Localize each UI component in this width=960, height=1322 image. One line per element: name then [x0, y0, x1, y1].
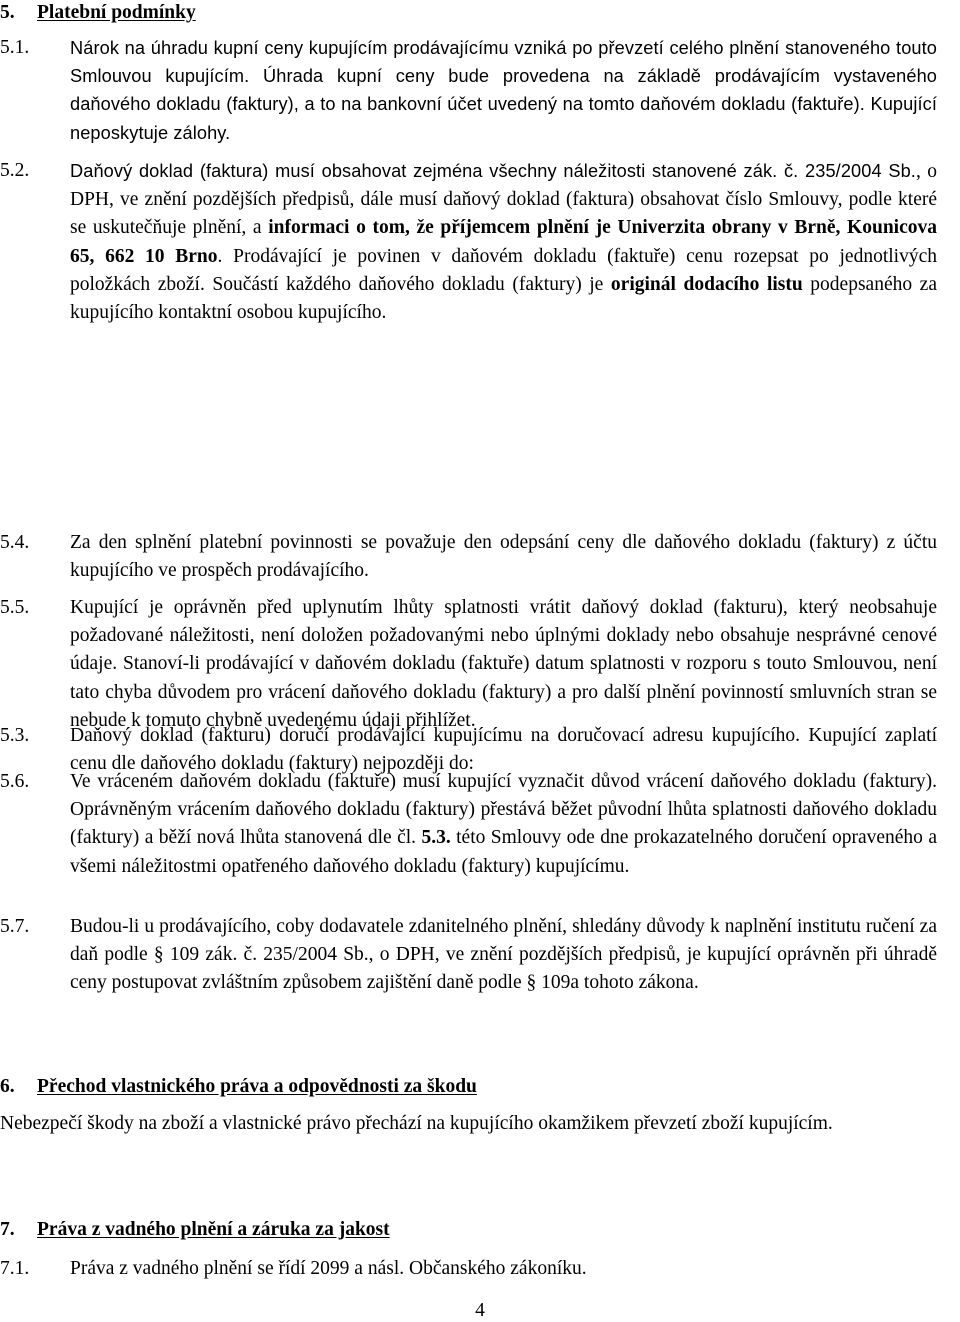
clause-text-part: Daňový doklad (faktura) musí obsahovat zejména všechny náležitosti stanovené zák. č. 235/2004 Sb.: [70, 161, 916, 181]
clause-text: Práva z vadného plnění se řídí 2099 a násl. Občanského zákoníku.: [70, 1258, 587, 1279]
section-title: Přechod vlastnického práva a odpovědnosti za škodu: [37, 1076, 477, 1097]
clause-number: 5.7.: [0, 916, 30, 937]
clause-text-part: podepsaného za kupujícího kontaktní osobou kupujícího.: [70, 273, 937, 324]
section-title: Práva z vadného plnění a záruka za jakost: [37, 1219, 390, 1240]
clause-text: Daňový doklad (fakturu) doručí prodávající kupujícímu na doručovací adresu kupujícího. Kupující zaplatí cenu dle daňového dokladu (faktury) nejpozději do:: [70, 725, 937, 775]
clause-text-part: , o DPH, ve znění pozdějších předpisů, dále musí daňový doklad (faktura) obsahovat číslo Smlouvy, podle které se uskutečňuje plnění, a: [70, 161, 937, 239]
section-heading-5: [0, 0, 196, 26]
section-title: Platební podmínky: [37, 2, 196, 23]
section-heading-6: [0, 1074, 477, 1100]
section-number: 6.: [0, 1076, 15, 1097]
clause-text-bold: originál dodacího listu: [610, 273, 803, 295]
clause-number: 5.1.: [0, 37, 30, 58]
section-heading-7: [0, 1217, 390, 1243]
clause-text-part: Ve vráceném daňovém dokladu (faktuře) musí kupující vyznačit důvod vrácení daňového dokladu (faktury). Oprávněným vrácením daňového dokladu (faktury) přestává běžet původní lhůta splatnosti daňového dokladu (faktury) a běží nová lhůta stanovená dle čl.: [70, 771, 937, 849]
clause-5-6: [0, 768, 937, 881]
clause-text: Kupující je oprávněn před uplynutím lhůty splatnosti vrátit daňový doklad (fakturu), který neobsahuje požadované náležitosti, není doložen požadovanými nebo úplnými doklady nebo obsahuje nesprávné cenové údaje. Stanoví-li prodávající v daňovém dokladu (faktuře) datum splatnosti v rozporu s touto Smlouvou, není tato chyba důvodem pro vrácení daňového dokladu (faktury) a pro další plnění povinností smluvních stran se nebude k tomuto chybně uvedenému údaji přihlížet.: [70, 597, 937, 731]
clause-number: 5.6.: [0, 771, 30, 792]
clause-text: [70, 157, 937, 327]
page-number: 4: [475, 1300, 485, 1321]
clause-text-part: této Smlouvy ode dne prokazatelného doručení opraveného a všemi náležitostmi opatřeného daňového dokladu (faktury) kupujícímu.: [70, 827, 937, 877]
clause-text: Za den splnění platební povinnosti se považuje den odepsání ceny dle daňového dokladu (faktury) z účtu kupujícího ve prospěch prodávajícího.: [70, 532, 937, 582]
section-number: 5.: [0, 2, 15, 23]
clause-5-7: [0, 913, 937, 998]
clause-5-4: [0, 529, 937, 585]
clause-number: 7.1.: [0, 1258, 30, 1279]
clause-number: 5.3.: [0, 725, 30, 746]
clause-text: Nárok na úhradu kupní ceny kupujícím prodávajícímu vzniká po převzetí celého plnění stanoveného touto Smlouvou kupujícím. Úhrada kupní ceny bude provedena na základě prodávajícím vystaveného daňového dokladu (faktury), a to na bankovní účet uvedený na tomto daňovém dokladu (faktuře). Kupující neposkytuje zálohy.: [70, 38, 937, 143]
clause-text-part: . Prodávající je povinen v daňovém dokladu (faktuře) cenu rozepsat po jednotlivých položkách zboží. Součástí každého daňového dokladu (faktury) je: [70, 245, 937, 295]
clause-number: 5.4.: [0, 532, 30, 553]
clause-number: 5.2.: [0, 160, 30, 181]
clause-5-5: [0, 594, 937, 735]
section-number: 7.: [0, 1219, 15, 1240]
clause-number: 5.5.: [0, 597, 30, 618]
section-6-paragraph: Nebezpečí škody na zboží a vlastnické právo přechází na kupujícího okamžikem převzetí zboží kupujícím.: [0, 1113, 833, 1134]
clause-text-bold: informaci o tom, že příjemcem plnění je Univerzita obrany v Brně, Kounicova 65, 662 10 Brno: [70, 217, 937, 267]
clause-text: [70, 768, 937, 881]
clause-7-1: [0, 1255, 937, 1283]
clause-5-2: [0, 157, 937, 327]
clause-5-1: [0, 34, 937, 147]
clause-text-bold: 5.3.: [421, 827, 451, 849]
clause-text: Budou-li u prodávajícího, coby dodavatele zdanitelného plnění, shledány důvody k naplnění institutu ručení za daň podle § 109 zák. č. 235/2004 Sb., o DPH, ve znění pozdějších předpisů, je kupující oprávněn při úhradě ceny postupovat zvláštním způsobem zajištění daně podle § 109a tohoto zákona.: [70, 916, 937, 994]
